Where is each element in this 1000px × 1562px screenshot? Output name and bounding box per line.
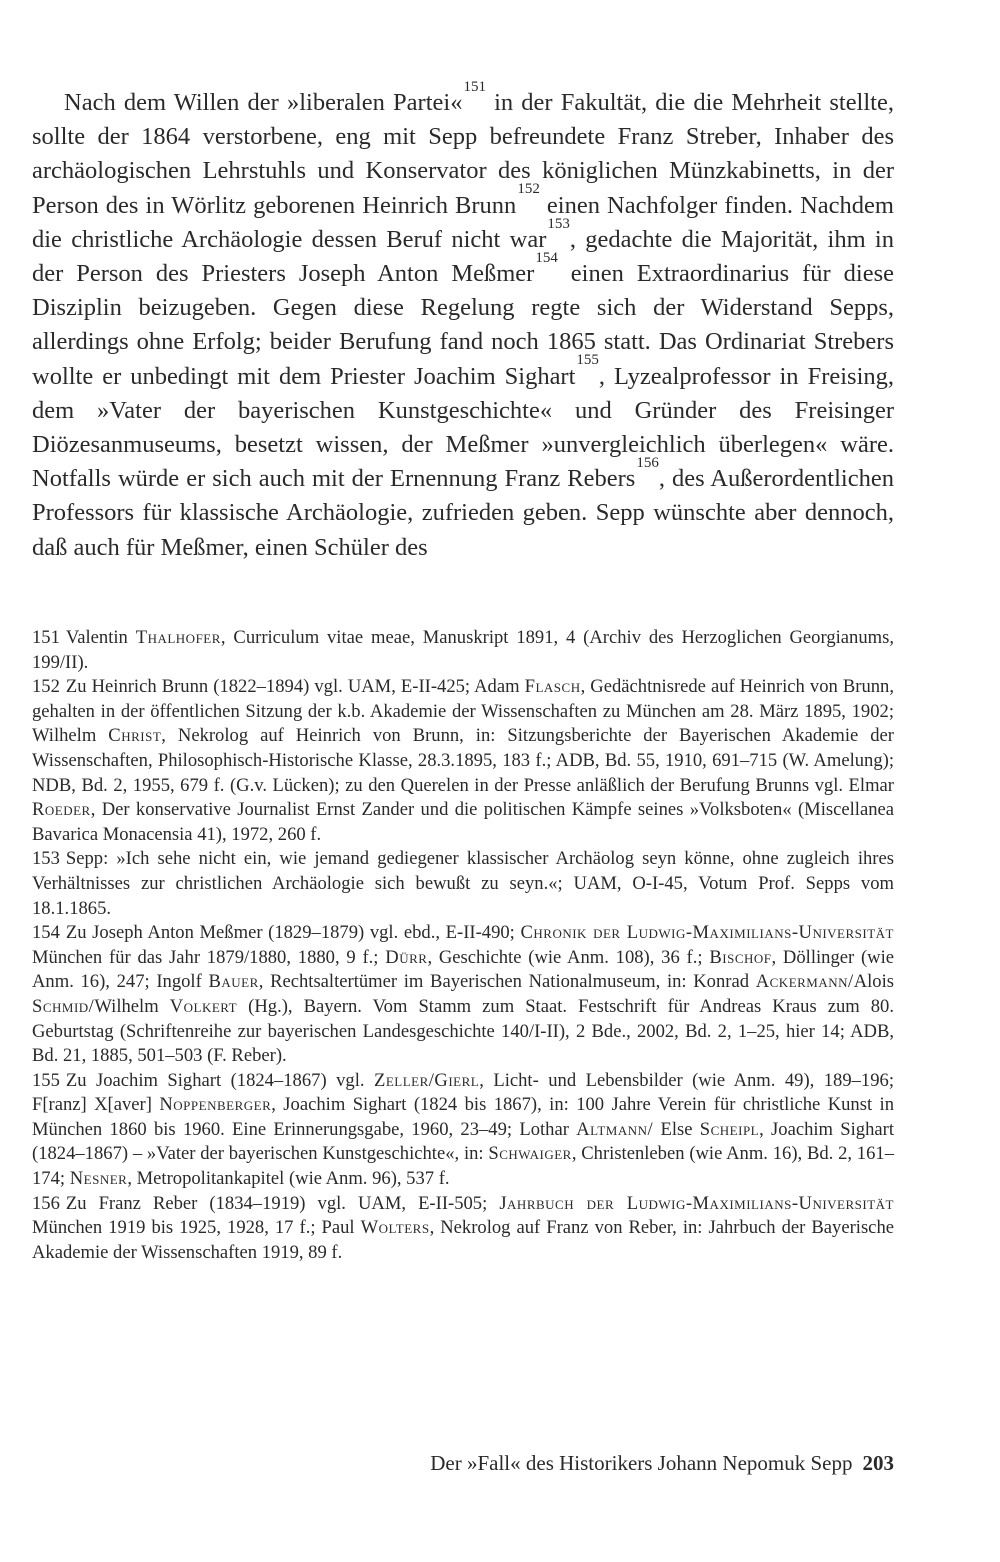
text-run: in der Fakultät, die die Mehrheit stellte, sollte der 1864 verstorbene, eng mit Sepp befreundete Franz Streber, Inhaber des archäologischen Lehrstuhls und Konservator des königlichen Münzkabinetts, in der Person des in Wörlitz geborenen Heinrich Brunn [32,89,894,219]
author-name: Dürr [385,946,428,968]
text-run: Wilhelm [94,995,170,1017]
text-run: , Metropolitankapitel (wie Anm. 96), 537 f. [127,1168,450,1190]
text-run: München für das Jahr 1879/1880, 1880, 9 f.; [32,946,386,968]
author-name: Schmid/ [32,995,95,1017]
footnote-151 [32,626,894,675]
author-name: Bischof [709,946,772,968]
text-run: , Lyzealprofessor in Freising, dem »Vater der bayerischen Kunstgeschichte« und Gründer des Freisinger Diözesanmuseums, besetzt wissen, der Meßmer »unvergleichlich überlegen« wäre. Notfalls würde er sich auch mit der Ernennung Franz Rebers [32,362,894,493]
text-run: Sepp: »Ich sehe nicht ein, wie jemand gediegener klassischer Archäolog seyn könne, ohne zugleich ihres Verhältnisses zur christlichen Archäologie sich bewußt zu seyn.«; UAM, O-I-45, Votum Prof. Sepps vom 18.1.1865. [32,848,894,919]
source-title: Jahrbuch der Ludwig-Maximilians-Universität [499,1192,894,1214]
author-name: Bauer [208,971,259,993]
footnote-number: 151 [32,627,60,648]
footnote-153 [32,847,894,921]
author-name: Zeller/Gierl [373,1069,480,1091]
text-run: Zu Joseph Anton Meßmer (1829–1879) vgl. ebd., E-II-490; [65,922,521,944]
author-name: Volkert [169,995,238,1017]
footnote-reference: 151 [463,78,486,95]
footnote-reference: 153 [547,215,570,232]
text-run: , Der konservative Journalist Ernst Zander und die politischen Kämpfe seines »Volksboten« (Miscellanea Bavarica Monacensia 41), 1972, 260 f. [32,799,894,845]
text-run: Alois [853,971,894,993]
footnote-reference: 152 [517,181,540,198]
text-run: , Joachim Sighart (1824–1867) – »Vater der bayerischen Kunstgeschichte«, in: [32,1118,895,1165]
running-footer [430,1450,894,1476]
page-number: 203 [862,1451,894,1475]
author-name: Thalhofer [135,627,221,648]
footnote-number: 153 [32,848,60,870]
text-run: , Geschichte (wie Anm. 108), 36 f.; [427,946,710,968]
author-name: Schwaiger [488,1143,572,1165]
paragraph [32,78,894,565]
footnotes [32,626,894,1265]
author-name: Roeder [32,799,91,821]
source-title: Chronik der Ludwig-Maximilians-Universität [520,922,894,944]
author-name: Flasch [524,676,581,698]
text-run: , Christenleben (wie Anm. 16), Bd. 2, 161–174; [32,1143,894,1190]
running-title: Der »Fall« des Historikers Johann Nepomuk Sepp [430,1451,853,1475]
text-run: München 1919 bis 1925, 1928, 17 f.; Paul [32,1217,361,1239]
author-name: Wolters [360,1217,430,1239]
text-run: einen Nachfolger finden. Nachdem die christliche Archäologie dessen Beruf nicht war [32,191,894,253]
text-run: Nach dem Willen der »liberalen Partei« [64,89,463,116]
text-run: (Hg.), Bayern. Vom Stamm zum Staat. Festschrift für Andreas Kraus zum 80. Geburtstag (Schriftenreihe zur bayerischen Landesgeschichte 140/I-II), 2 Bde., 2002, Bd. 2, 1–25, hier 14; ADB, Bd. 21, 1885, 501–503 (F. Reber). [32,995,894,1067]
author-name: Ackermann/ [755,971,854,993]
author-name: Altmann/ [576,1118,654,1140]
main-text [32,78,894,565]
text-run: Zu Heinrich Brunn (1822–1894) vgl. UAM, E-II-425; Adam [65,676,525,698]
footnote-152 [32,675,894,847]
footnote-155 [32,1069,894,1192]
text-run: , des Außerordentlichen Professors für klassische Archäologie, zufrieden geben. Sepp wünschte aber dennoch, daß auch für Meßmer, einen Schüler des [32,465,894,561]
text-run: , Licht- und Lebensbilder (wie Anm. 49), 189–196; F[ranz] X[aver] [32,1069,894,1116]
footnote-number: 155 [32,1069,60,1091]
text-run: , Joachim Sighart (1824 bis 1867), in: 100 Jahre Verein für christliche Kunst in München 1860 bis 1960. Eine Erinnerungsgabe, 1960, 23–49; Lothar [32,1094,894,1140]
author-name: Scheipl [699,1118,760,1140]
footnote-reference: 155 [576,352,599,369]
author-name: Noppenberger [159,1094,272,1116]
text-run: , Rechtsaltertümer im Bayerischen Nationalmuseum, in: Konrad [258,971,756,993]
text-run: Else [653,1118,700,1140]
text-run: , Nekrolog auf Heinrich von Brunn, in: Sitzungsberichte der Bayerischen Akademie der Wissenschaften, Philosophisch-Historische Klasse, 28.3.1895, 183 f.; ADB, Bd. 55, 1910, 691–715 (W. Amelung); NDB, Bd. 2, 1955, 679 f. (G.v. Lücken); zu den Querelen in der Presse anläßlich der Berufung Brunns vgl. Elmar [32,725,894,796]
text-run: , Nekrolog auf Franz von Reber, in: Jahrbuch der Bayerische Akademie der Wissenschaften 1919, 89 f. [32,1217,894,1263]
text-run: Valentin [65,627,136,648]
author-name: Christ [108,725,162,747]
author-name: Nesner [69,1168,128,1190]
footnote-154 [32,921,894,1069]
text-run: Zu Franz Reber (1834–1919) vgl. UAM, E-II-505; [65,1192,500,1214]
text-run: einen Extraordinarius für diese Disziplin beizugeben. Gegen diese Regelung regte sich der Widerstand Sepps, allerdings ohne Erfolg; beider Berufung fand noch 1865 statt. Das Ordinariat Strebers wollte er unbedingt mit dem Priester Joachim Sighart [32,260,894,390]
text-run: , Gedächtnisrede auf Heinrich von Brunn, gehalten in der öffentlichen Sitzung der k.b. Akademie der Wissenschaften zu München am 28. März 1895, 1902; Wilhelm [32,676,894,747]
footnote-reference: 154 [535,249,558,266]
text-run: Zu Joachim Sighart (1824–1867) vgl. [65,1069,374,1091]
text-run: , Curriculum vitae meae, Manuskript 1891, 4 (Archiv des Herzoglichen Georgianums, 199/II). [32,627,894,673]
text-run: , gedachte die Majorität, ihm in der Person des Priesters Joseph Anton Meßmer [32,225,894,288]
footnote-reference: 156 [636,455,659,472]
footnote-number: 156 [32,1192,60,1214]
text-run: , Döllinger (wie Anm. 16), 247; Ingolf [32,946,895,993]
footnote-156 [32,1192,894,1266]
footnote-number: 152 [32,676,60,698]
footnote-number: 154 [32,922,60,944]
